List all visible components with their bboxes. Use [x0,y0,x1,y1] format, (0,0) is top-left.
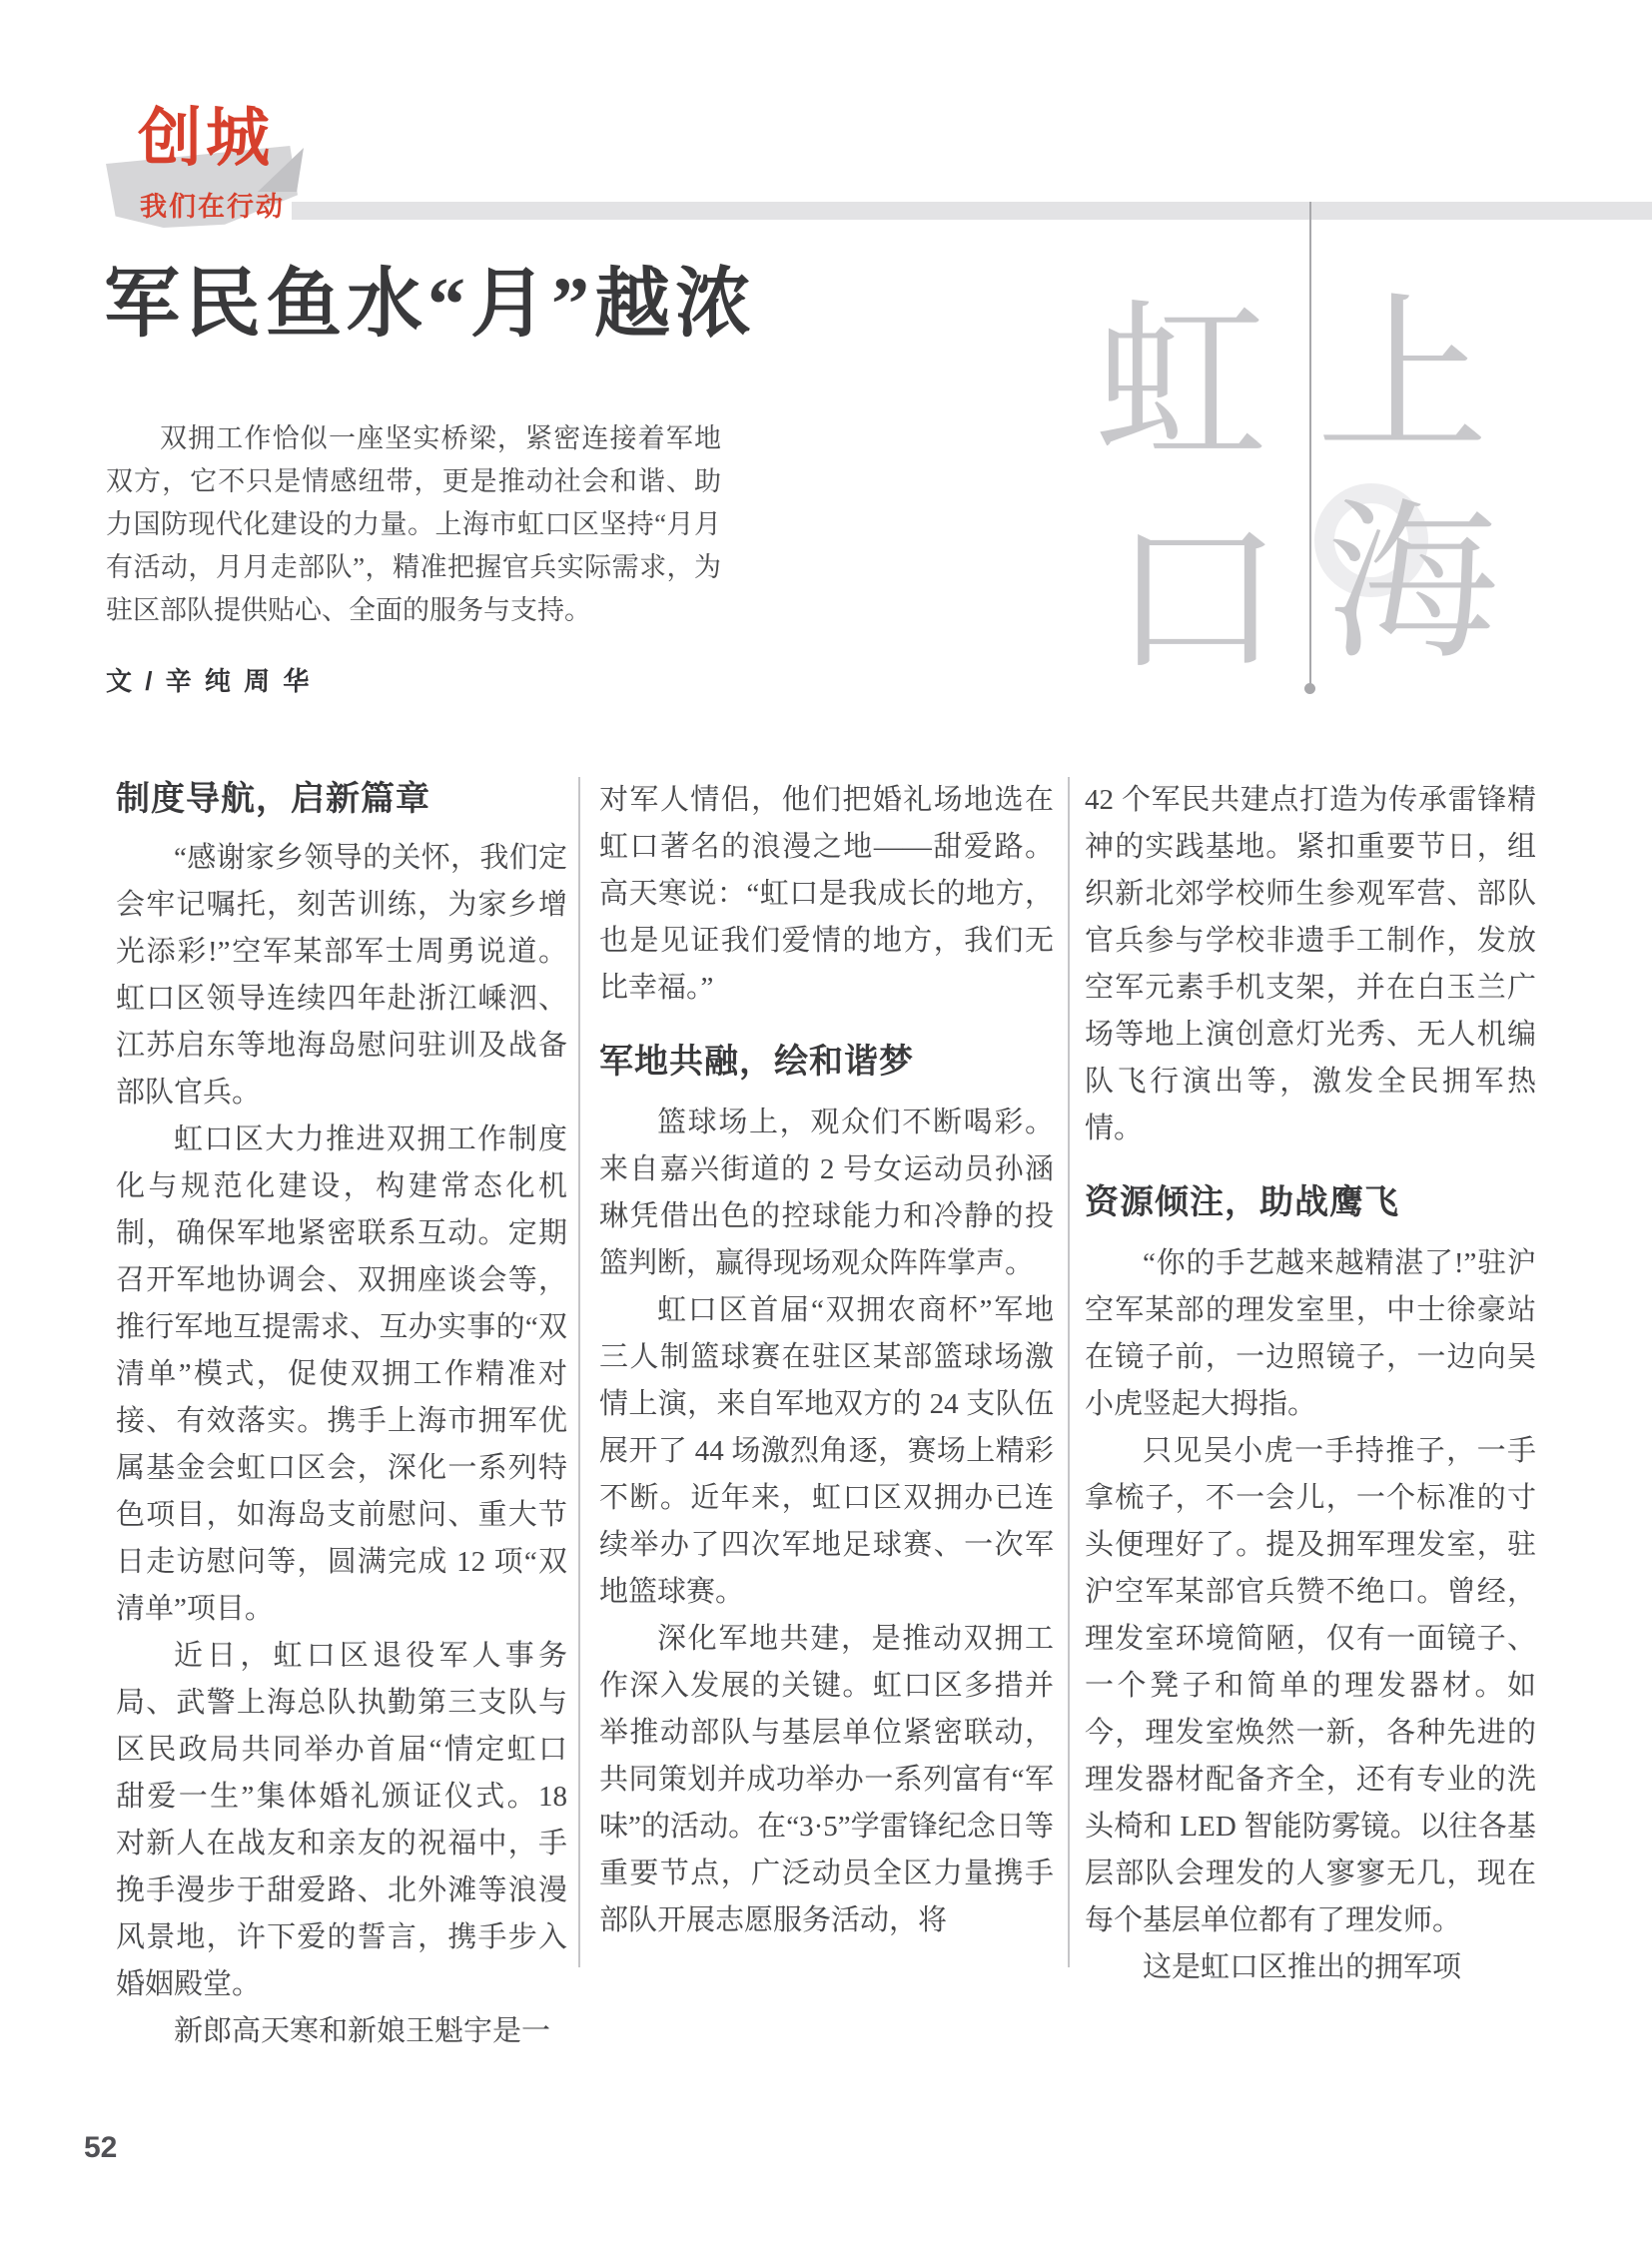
article-byline: 文 / 辛 纯 周 华 [106,666,313,696]
column-divider [1068,777,1070,1967]
body-paragraph: “你的手艺越来越精湛了!”驻沪空军某部的理发室里，中士徐豪站在镜子前，一边照镜子，一边向吴小虎竖起大拇指。 [1085,1247,1536,1420]
watermark-divider-line [1309,202,1311,689]
watermark-divider-dot [1304,683,1315,694]
body-paragraph: 近日，虹口区退役军人事务局、武警上海总队执勤第三支队与区民政局共同举办首届“情定虹口 甜爱一生”集体婚礼颁证仪式。18 对新人在战友和亲友的祝福中，手挽手漫步于甜爱路、北外滩等浪漫风景地，许下爱的誓言，携手步入婚姻殿堂。 [116,1640,567,2000]
header-bar [292,202,1652,220]
body-paragraph: “感谢家乡领导的关怀，我们定会牢记嘱托，刻苦训练，为家乡增光添彩!”空军某部军士周勇说道。虹口区领导连续四年赴浙江嵊泗、江苏启东等地海岛慰问驻训及战备部队官兵。 [116,842,567,1109]
section-heading: 制度导航，启新篇章 [116,780,430,818]
column-divider [578,777,580,1967]
body-paragraph: 42 个军民共建点打造为传承雷锋精神的实践基地。紧扣重要节日，组织新北郊学校师生参观军营、部队官兵参与学校非遗手工制作，发放空军元素手机支架，并在白玉兰广场等地上演创意灯光秀、无人机编队飞行演出等，激发全民拥军热情。 [1085,784,1536,1144]
body-paragraph: 这是虹口区推出的拥军项 [1143,1951,1462,1983]
watermark-char-shang: 上 [1316,284,1488,473]
watermark-char-hong: 虹 [1095,291,1266,480]
body-paragraph: 深化军地共建，是推动双拥工作深入发展的关键。虹口区多措并举推动部队与基层单位紧密联动，共同策划并成功举办一系列富有“军味”的活动。在“3·5”学雷锋纪念日等重要节点，广泛动员全区力量携手部队开展志愿服务活动，将 [599,1623,1054,1936]
page-number: 52 [84,2131,118,2164]
logo-subtitle: 我们在行动 [140,192,285,222]
body-paragraph: 只见吴小虎一手持推子，一手拿梳子，不一会儿，一个标准的寸头便理好了。提及拥军理发室，驻沪空军某部官兵赞不绝口。曾经，理发室环境简陋，仅有一面镜子、一个凳子和简单的理发器材。如今，理发室焕然一新，各种先进的理发器材配备齐全，还有专业的洗头椅和 LED 智能防雾镜。以往各基层部队会理发的人寥寥无几，现在每个基层单位都有了理发师。 [1085,1435,1536,1936]
column-3 [1085,777,1536,1991]
column-2 [599,777,1054,1944]
section-heading: 军地共融，绘和谐梦 [599,1043,914,1081]
body-paragraph: 虹口区首届“双拥农商杯”军地三人制篮球赛在驻区某部篮球场激情上演，来自军地双方的 24 支队伍展开了 44 场激烈角逐，赛场上精彩不断。近年来，虹口区双拥办已连续举办了四次军地足球赛、一次军地篮球赛。 [599,1294,1054,1608]
body-paragraph: 对军人情侣，他们把婚礼场地选在虹口著名的浪漫之地——甜爱路。高天寒说：“虹口是我成长的地方，也是见证我们爱情的地方，我们无比幸福。” [599,784,1054,1004]
body-paragraph: 篮球场上，观众们不断喝彩。来自嘉兴街道的 2 号女运动员孙涵琳凭借出色的控球能力和冷静的投篮判断，赢得现场观众阵阵掌声。 [599,1107,1054,1279]
logo-title: 创城 [138,102,274,174]
body-paragraph: 虹口区大力推进双拥工作制度化与规范化建设，构建常态化机制，确保军地紧密联系互动。定期召开军地协调会、双拥座谈会等，推行军地互提需求、互办实事的“双清单”模式，促使双拥工作精准对接、有效落实。携手上海市拥军优属基金会虹口区会，深化一系列特色项目，如海岛支前慰问、重大节日走访慰问等，圆满完成 12 项“双清单”项目。 [116,1123,567,1625]
column-1 [116,777,567,2055]
section-heading: 资源倾注，助战鹰飞 [1085,1183,1399,1221]
article-title: 军民鱼水“月”越浓 [104,263,756,347]
article-intro: 双拥工作恰似一座坚实桥梁，紧密连接着军地双方，它不只是情感纽带，更是推动社会和谐、助力国防现代化建设的力量。上海市虹口区坚持“月月有活动，月月走部队”，精准把握官兵实际需求，为驻区部队提供贴心、全面的服务与支持。 [106,423,721,625]
body-paragraph: 新郎高天寒和新娘王魁宇是一 [174,2015,551,2047]
watermark-char-kou: 口 [1111,506,1282,696]
watermark-char-hai: 海 [1326,490,1498,680]
